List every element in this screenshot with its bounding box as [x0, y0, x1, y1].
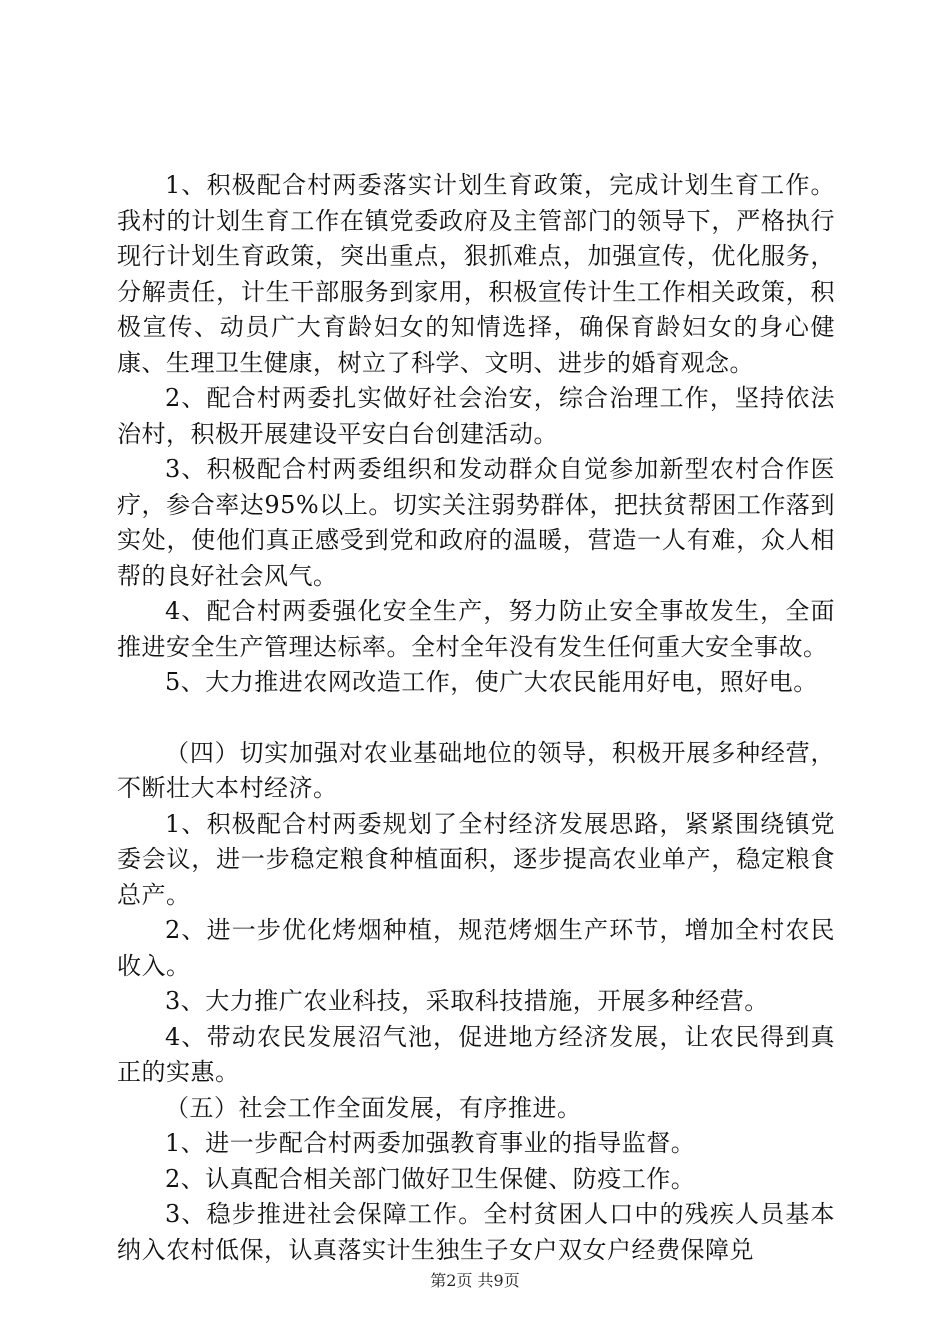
- paragraph: 1、积极配合村两委落实计划生育政策，完成计划生育工作。我村的计划生育工作在镇党委政府及主管部门的领导下，严格执行现行计划生育政策，突出重点，狠抓难点，加强宣传，优化服务，分解责任，计生干部服务到家用，积极宣传计生工作相关政策，积极宣传、动员广大育龄妇女的知情选择，确保育龄妇女的身心健康、生理卫生健康，树立了科学、文明、进步的婚育观念。: [117, 171, 835, 377]
- paragraph: 5、大力推进农网改造工作，使广大农民能用好电，照好电。: [165, 668, 818, 696]
- section-heading: （五）社会工作全面发展，有序推进。: [165, 1093, 582, 1122]
- paragraph: 3、稳步推进社会保障工作。全村贫困人口中的残疾人员基本纳入农村低保，认真落实计生独生子女户双女户经费保障兑: [117, 1200, 835, 1264]
- paragraph: 4、带动农民发展沼气池，促进地方经济发展，让农民得到真正的实惠。: [117, 1022, 835, 1086]
- paragraph-spacer: [117, 701, 835, 736]
- paragraph: 2、进一步优化烤烟种植，规范烤烟生产环节，增加全村农民收入。: [117, 916, 835, 980]
- paragraph: 2、认真配合相关部门做好卫生保健、防疫工作。: [165, 1164, 696, 1193]
- section-heading: （四）切实加强对农业基础地位的领导，积极开展多种经营，不断壮大本村经济。: [117, 738, 835, 802]
- paragraph: 3、大力推广农业科技，采取科技措施，开展多种经营。: [165, 987, 769, 1015]
- paragraph: 1、积极配合村两委规划了全村经济发展思路，紧紧围绕镇党委会议，进一步稳定粮食种植面积，逐步提高农业单产，稳定粮食总产。: [117, 809, 835, 909]
- page-number-label: 第2页 共9页: [430, 1271, 520, 1290]
- document-body: [117, 168, 835, 1268]
- paragraph: 2、配合村两委扎实做好社会治安，综合治理工作，坚持依法治村，积极开展建设平安白台创建活动。: [117, 384, 835, 448]
- paragraph: 1、进一步配合村两委加强教育事业的指导监督。: [165, 1129, 696, 1157]
- page-footer: [0, 1271, 950, 1291]
- paragraph: 3、积极配合村两委组织和发动群众自觉参加新型农村合作医疗，参合率达95%以上。切实关注弱势群体，把扶贫帮困工作落到实处，使他们真正感受到党和政府的温暖，营造一人有难，众人相帮的良好社会风气。: [117, 455, 835, 590]
- paragraph: 4、配合村两委强化安全生产，努力防止安全事故发生，全面推进安全生产管理达标率。全村全年没有发生任何重大安全事故。: [117, 597, 835, 661]
